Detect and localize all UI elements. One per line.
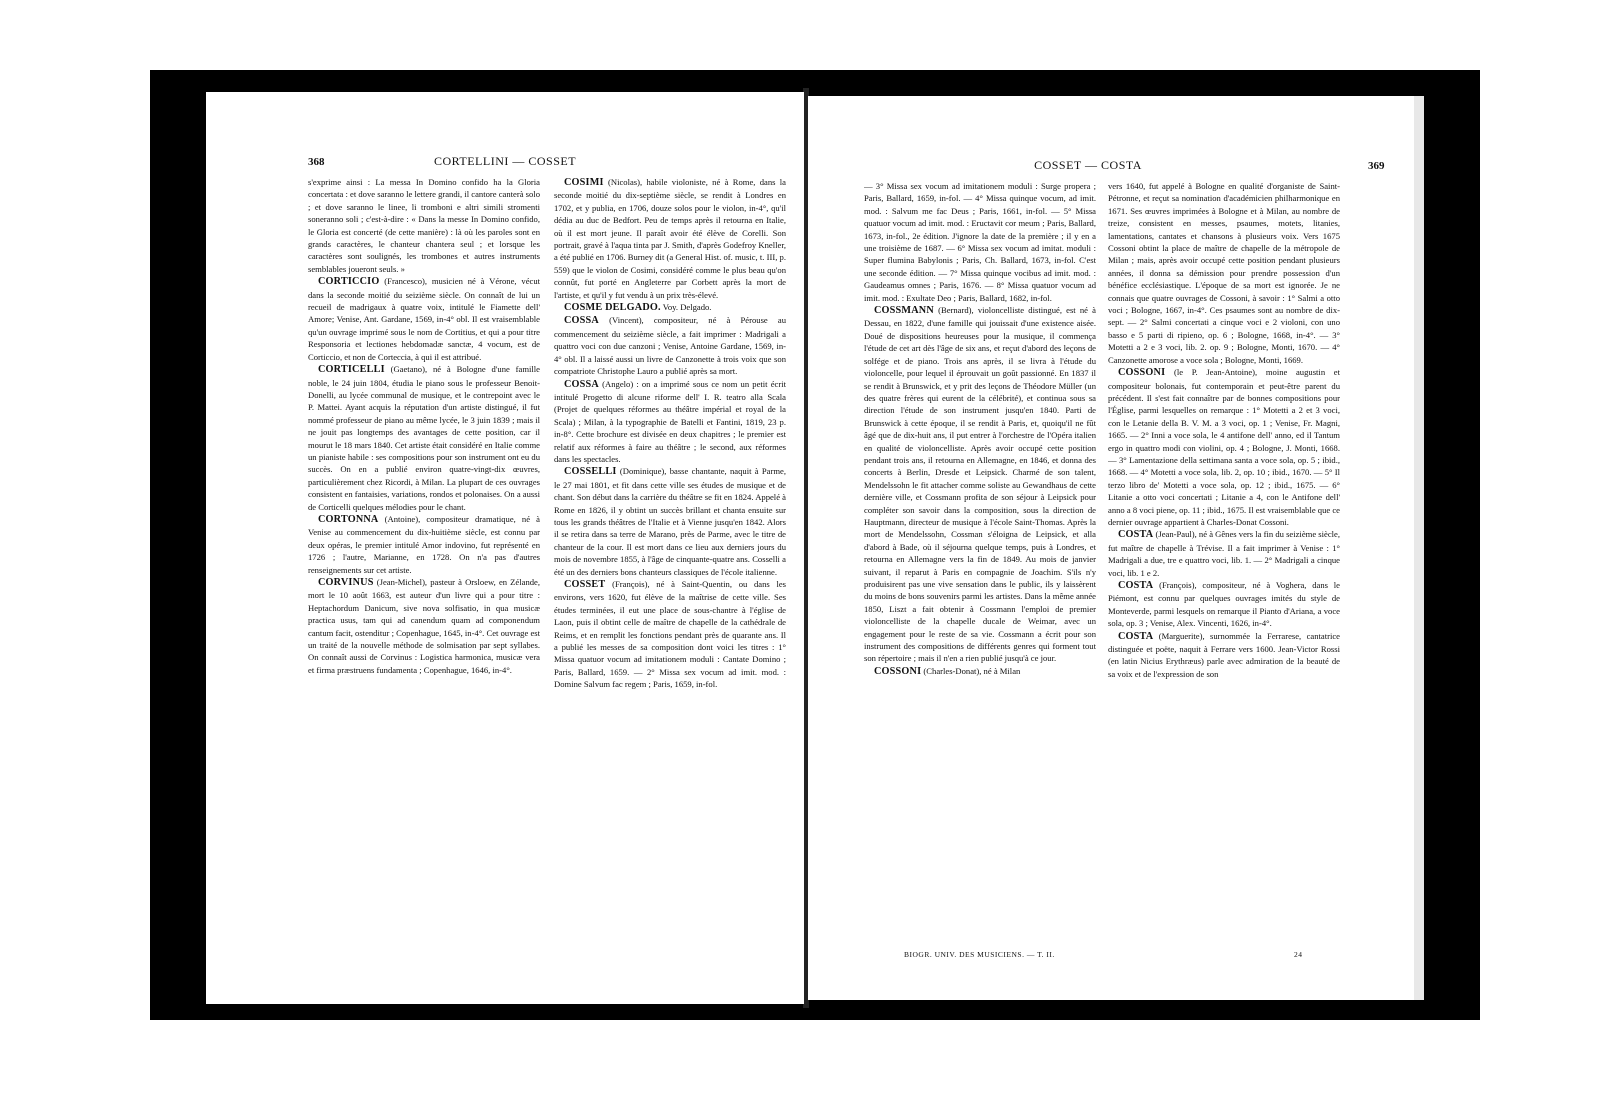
running-head: CORTELLINI — COSSET bbox=[433, 154, 577, 168]
entry-text: (François), compositeur, né à Voghera, dans le Piémont, est connu par quelques ouvrages imités du style de Monteverde, parmi lesquels on remarque il Pianto d'Ariana, a voce sola, op. 3 ; Venise, Alex. Vincenti, 1626, in-4°. bbox=[1108, 580, 1340, 629]
entry-headword: COSME DELGADO. bbox=[564, 302, 661, 314]
text-column-2 bbox=[554, 176, 786, 1004]
signature-line: BIOGR. UNIV. DES MUSICIENS. — T. II. bbox=[904, 950, 1055, 959]
entry-text: — 3° Missa sex vocum ad imitationem moduli : Surge propera ; Paris, Ballard, 1659, in-fol. — 4° Missa quinque vocum, ad imit. mod. : Salvum me fac Deus ; Paris, 1661, in-fol. — 5° Missa quatuor vocum ad imit. mod. : Eructavit cor meum ; Paris, Ballard, 1673, in-fol., 2e édition. J'ignore la date de la première ; il y en a une troisième de 1687. — 6° Missa sex vocum ad imitat. moduli : Super flumina Babylonis ; Paris, Ch. Ballard, 1673, in-fol. C'est une seconde édition. — 7° Missa quinque vocibus ad imit. mod. : Gaudeamus omnes ; Paris, 1676. — 8° Missa quatuor vocum ad imit. mod. : Exultate Deo ; Paris, Ballard, 1682, in-fol. bbox=[864, 181, 1096, 303]
entry-text: s'exprime ainsi : La messa In Domino confido ha la Gloria concertata : et dove saranno le lettere grandi, il cantore canterà solo ; et dove saranno le linee, li tromboni e altri simili stromenti soneranno soli ; c'est-à-dire : « Dans la messe In Domino confido, le Gloria est concerté (de cette manière) : là où les paroles sont en grands caractères, le chanteur chantera seul ; et lorsque les caractères sont soulignés, les trombones et autres instruments semblables joueront seuls. » bbox=[308, 177, 540, 274]
entry-text: (Bernard), violoncelliste distingué, est né à Dessau, en 1822, d'une famille qui jouissait d'une existence aisée. Doué de dispositions heureuses pour la musique, il commença l'étude de cet art dès l'âge de six ans, et reçut d'abord des leçons de solfége et de piano. Trois ans après, il se livra à l'étude du violoncelle, pour lequel il éprouvait un goût passionné. En 1837 il se rendit à Brunswick, et y prit des leçons de Théodore Müller (un des quatre frères qui eurent de la célébrité), et continua sous sa direction l'étude de son instrument jusqu'en 1840. Parti de Brunswick à cette époque, il se rendit à Paris, et, quoiqu'il ne fût âgé que de dix-huit ans, il put entrer à l'orchestre de l'Opéra italien en qualité de violoncelliste. Après avoir occupé cette position pendant trois ans, il retourna en Allemagne, en 1846, et donna des concerts à Berlin, Dresde et Leipsick. Charmé de son talent, Mendelssohn le fit attacher comme soliste au Gewandhaus de cette dernière ville, et Cossmann profita de son séjour à Leipsick pour compléter son savoir dans la composition, sous la direction de Hauptmann, directeur de musique à l'école Saint-Thomas. Après la mort de Mendelssohn, Cossman s'éloigna de Leipsick, et alla d'abord à Bade, où il séjourna quelque temps, puis à Londres, et retourna en Allemagne vers la fin de 1849. Au mois de janvier suivant, il reparut à Paris en compagnie de Joachim. S'ils n'y produisirent pas une vive sensation dans le public, ils y laissèrent du moins de bons souvenirs parmi les artistes. Dans la même année 1850, Liszt a fait obtenir à Cossmann l'emploi de premier violoncelliste de la chapelle ducale de Weimar, avec un engagement pour le reste de sa vie. Cossmann a écrit pour son instrument des compositions de différents genres qui forment tout son répertoire ; mais il n'en a rien publié jusqu'à ce jour. bbox=[864, 305, 1096, 664]
entry-headword: COSTA bbox=[1118, 580, 1154, 591]
entry-text: (le P. Jean-Antoine), moine augustin et compositeur bolonais, fut contemporain et peut-être parent du précédent. Il s'est fait connaître par de bonnes compositions pour l'Église, parmi lesquelles on remarque : 1° Motetti a 2 et 3 voci, con le Letanie della B. V. M. a 3 voci, op. 1 ; Venise, Fr. Magni, 1665. — 2° Inni a voce sola, le 4 antifone dell' anno, ed il Tantum ergo in quattro modi con violini, op. 4 ; Bologne, J. Monti, 1668. — 3° Lamentazione della settimana santa a voce sola, op. 5 ; ibid., 1668. — 4° Motetti a voce sola, lib. 2, op. 10 ; ibid., 1670. — 5° Il terzo libro de' Motetti a voce sola, op. 12 ; ibid., 1675. — 6° Litanie a otto voci concertati ; Litanie a 4, con le Antifone dell' anno a 8 voci piene, op. 11 ; ibid., 1675. Il est vraisemblable que ce dernier ouvrage appartient à Charles-Donat Cossoni. bbox=[1108, 367, 1340, 527]
dictionary-entry bbox=[308, 513, 540, 576]
dictionary-entry bbox=[554, 465, 786, 578]
entry-headword: COSTA bbox=[1118, 630, 1154, 642]
entry-text: (Angelo) : on a imprimé sous ce nom un petit écrit intitulé Progetto di alcune riforme dell' I. R. teatro alla Scala (Projet de quelques réformes au théâtre impérial et royal de la Scala) ; Milan, à la typographie de Batelli et Fantini, 1819, 23 p. in-8°. Cette brochure est divisée en deux chapitres ; le premier est relatif aux réformes à faire au théâtre ; le second, aux réformes dans les spectacles. bbox=[554, 378, 786, 464]
dictionary-entry bbox=[864, 304, 1096, 665]
entry-headword: COSTA bbox=[1118, 529, 1154, 541]
entry-text: (Nicolas), habile violoniste, né à Rome, dans la seconde moitié du dix-septième siècle, se rendit à Londres en 1702, et y publia, en 1706, douze solos pour le violon, in-4°, qu'il dédia au duc de Bedfort. Peu de temps après il retourna en Italie, où il est mort jeune. Il paraît avoir été élève de Corelli. Son portrait, gravé à l'aqua tinta par J. Smith, d'après Godefroy Kneller, a été publié en 1706. Burney dit (a General Hist. of. music, t. III, p. 559) que le violon de Cosimi, considéré comme le plus beau qu'on connût, fut porté en Angleterre par Corbett après la mort de l'artiste, et qu'il y fut vendu à un prix très-élevé. bbox=[554, 177, 786, 300]
entry-headword: CORTICCIO bbox=[318, 276, 380, 288]
text-column-1 bbox=[864, 180, 1096, 1000]
entry-text: (Dominique), basse chantante, naquit à Parme, le 27 mai 1801, et fit dans cette ville ses études de musique et de chant. Son début dans la carrière du théâtre se fit en 1824. Appelé à Rome en 1826, il y obtint un succès brillant et chanta ensuite sur tous les grands théâtres de l'Italie et à Vienne jusqu'en 1842. Alors il se retira dans sa terre de Marano, près de Parme, avec le titre de chanteur de la cour. Il est mort dans ce lieu aux derniers jours du mois de novembre 1855, à l'âge de cinquante-quatre ans. Cosselli a été un des derniers bons chanteurs classiques de l'école italienne. bbox=[554, 466, 786, 577]
entry-text: (Vincent), compositeur, né à Pérouse au commencement du seizième siècle, a fait imprimer : Madrigali a quattro voci con due canzoni ; Venise, Antoine Gardane, 1569, in-4° obl. Il a laissé aussi un livre de Canzonette à trois voix que son compatriote Christophe Lauro a publié après sa mort. bbox=[554, 315, 786, 377]
entry-headword: CORVINUS bbox=[318, 577, 374, 588]
entry-headword: COSIMI bbox=[564, 177, 604, 188]
entry-text: (Jean-Michel), pasteur à Orsloew, en Zélande, mort le 10 août 1663, est auteur d'un livre qui a pour titre : Heptachordum Danicum, sive nova solfisatio, in qua musicæ practica usus, tam qui ad canendum quam ad componendum cantum facit, ostenditur ; Copenhague, 1645, in-4°. Cet ouvrage est un traité de la nouvelle méthode de solmisation par sept syllabes. On connaît aussi de Corvinus : Logistica harmonica, musicæ vera et firma præstruens fundamenta ; Copenhague, 1646, in-4°. bbox=[308, 577, 540, 675]
dictionary-entry bbox=[308, 576, 540, 676]
dictionary-entry bbox=[864, 665, 1096, 678]
entry-text: (Antoine), compositeur dramatique, né à Venise au commencement du dix-huitième siècle, est connu par deux opéras, le premier intitulé Amor indovino, fut représenté en 1726 ; l'autre, Marianne, en 1728. On n'a pas d'autres renseignements sur cet artiste. bbox=[308, 513, 540, 575]
entry-text: Voy. Delgado. bbox=[662, 302, 712, 313]
entry-headword: CORTONNA bbox=[318, 513, 379, 525]
entry-headword: COSSONI bbox=[1118, 367, 1166, 379]
text-column-1 bbox=[308, 176, 540, 1004]
text-column-2 bbox=[1108, 180, 1340, 1000]
entry-headword: COSSMANN bbox=[874, 305, 934, 317]
dictionary-entry bbox=[1108, 180, 1340, 366]
dictionary-entry bbox=[1108, 528, 1340, 579]
entry-headword: CORTICELLI bbox=[318, 364, 385, 376]
dictionary-entry bbox=[1108, 366, 1340, 528]
entry-text: (Francesco), musicien né à Vérone, vécut dans la seconde moitié du seizième siècle. On connaît de lui un recueil de madrigaux à quatre voix, intitulé le Fiamette dell' Amore; Venise, Ant. Gardane, 1569, in-4° obl. Il est vraisemblable qu'un ouvrage imprimé sous le nom de Cortitius, et qui a pour titre Responsoria et lectiones hebdomadæ sanctæ, 4 vocum, est de Corticcio, et non de Corteccia, à qui il est attribué. bbox=[308, 276, 540, 362]
running-head: COSSET — COSTA bbox=[1034, 158, 1142, 172]
entry-headword: COSSA bbox=[564, 315, 599, 327]
dictionary-entry bbox=[1108, 630, 1340, 681]
signature-number: 24 bbox=[1294, 950, 1303, 959]
dictionary-entry bbox=[554, 301, 786, 314]
dictionary-entry bbox=[1108, 579, 1340, 630]
dictionary-entry bbox=[554, 176, 786, 301]
entry-text: vers 1640, fut appelé à Bologne en qualité d'organiste de Saint-Pétronne, et reçut sa nomination d'académicien philharmonique en 1671. Ses œuvres imprimées à Bologne et à Milan, au nombre de treize, consistent en messes, psaumes, motets, litanies, lamentations, cantates et chansons à plusieurs voix. Vers 1675 Cossoni obtint la place de maître de chapelle de la métropole de Milan ; mais, après avoir occupé cette position pendant plusieurs années, il donna sa démission pour prendre possession d'un bénéfice ecclésiastique. L'époque de sa mort est ignorée. Je ne connais que quatre ouvrages de Cossoni, à savoir : 1° Salmi a otto voci ; Bologne, 1667, in-4°. Ces psaumes sont au nombre de dix-sept. — 2° Salmi concertati a cinque voci e 2 violoni, con uno basso e 5 parti di ripieno, op. 6 ; Bologne, 1668, in-4°. — 3° Motetti a 2 e 3 voci, lib. 2. op. 9 ; Bologne, Monti, 1670. — 4° Canzonette amorose a voce sola ; Bologne, Monti, 1669. bbox=[1108, 181, 1340, 365]
entry-text: (François), né à Saint-Quentin, ou dans les environs, vers 1620, fut élève de la maîtrise de cette ville. Ses études terminées, il eut une place de sous-chantre à l'église de Laon, puis il obtint celle de maître de chapelle de la cathédrale de Reims, et en remplit les fonctions pendant près de quarante ans. Il a publié les messes de sa composition dont voici les titres : 1° Missa quatuor vocum ad imitationem moduli : Cantate Domino ; Paris, Ballard, 1659. — 2° Missa sex vocum ad imit. mod. : Domine Salvum fac regem ; Paris, 1659, in-fol. bbox=[554, 579, 786, 690]
dictionary-entry bbox=[554, 378, 786, 466]
entry-headword: COSSELLI bbox=[564, 466, 617, 478]
right-page bbox=[808, 96, 1414, 1000]
entry-headword: COSSA bbox=[564, 378, 599, 390]
dictionary-entry bbox=[554, 314, 786, 377]
page-number: 368 bbox=[308, 156, 325, 168]
entry-headword: COSSONI bbox=[874, 665, 922, 677]
left-page bbox=[206, 92, 804, 1004]
entry-text: (Charles-Donat), né à Milan bbox=[923, 665, 1021, 676]
entry-text: (Marguerite), surnommée la Ferrarese, cantatrice distinguée et poëte, naquit à Ferrare vers 1600. Jean-Victor Rossi (en latin Nicius Erythræus) parle avec admiration de la beauté de sa voix et de l'expression de son bbox=[1108, 630, 1340, 679]
dictionary-entry bbox=[554, 578, 786, 691]
dictionary-entry bbox=[308, 176, 540, 275]
entry-headword: COSSET bbox=[564, 579, 606, 590]
dictionary-entry bbox=[308, 363, 540, 513]
dictionary-entry bbox=[864, 180, 1096, 304]
page-number: 369 bbox=[1368, 160, 1385, 172]
entry-text: (Jean-Paul), né à Gênes vers la fin du seizième siècle, fut maître de chapelle à Trévise. Il a fait imprimer à Venise : 1° Madrigali a due, tre e quattro voci, lib. 1. — 2° Madrigali a cinque voci, lib. 1 e 2. bbox=[1108, 529, 1340, 578]
page-edge bbox=[1414, 96, 1424, 1000]
entry-text: (Gaetano), né à Bologne d'une famille noble, le 24 juin 1804, étudia le piano sous le professeur Benoit-Donelli, au lycée communal de musique, et le contrepoint avec le P. Mattei. Ayant acquis la réputation d'un artiste distingué, il fut nommé professeur de piano au même lycée, le 3 juin 1839 ; mais il ne jouit pas longtemps des avantages de cette position, car il mourut le 18 mars 1840. Cet artiste était considéré en Italie comme un pianiste habile : ses compositions pour son instrument ont eu du succès. On en a publié environ quatre-vingt-dix œuvres, particulièrement chez Ricordi, à Milan. La plupart de ces ouvrages consistent en fantaisies, variations, rondos et polonaises. On a aussi de Corticelli quelques mélodies pour le chant. bbox=[308, 364, 540, 512]
dictionary-entry bbox=[308, 275, 540, 363]
